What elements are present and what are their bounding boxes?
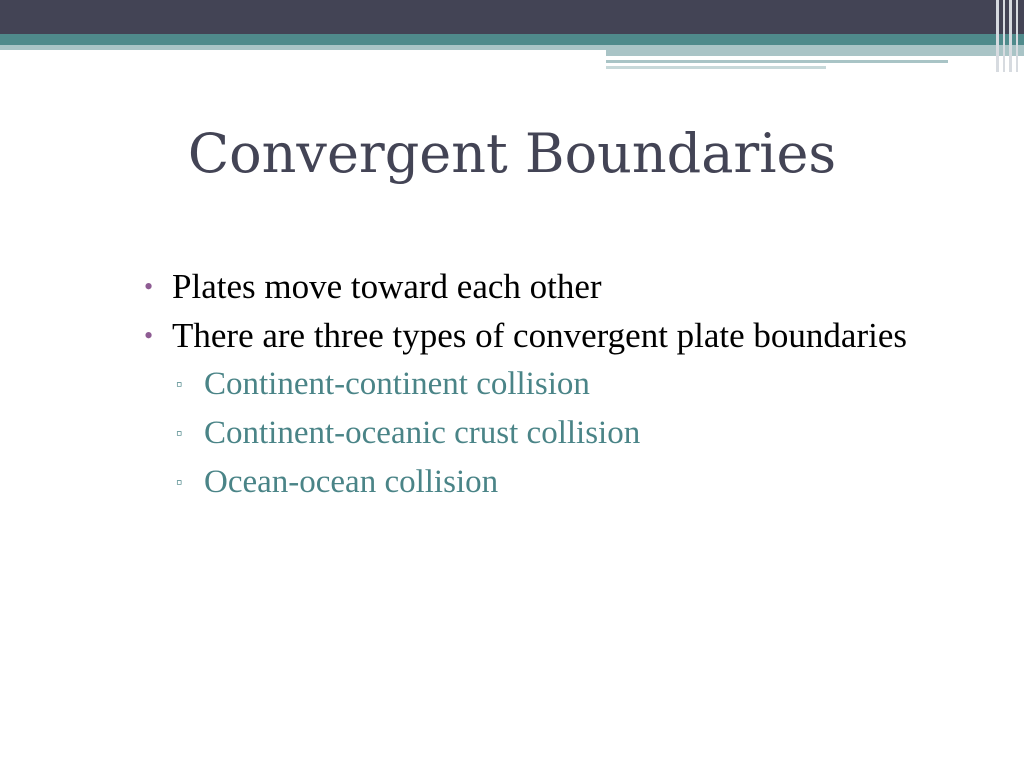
sub-bullet-marker-icon: ▫ bbox=[176, 472, 183, 492]
bullet-item bbox=[140, 311, 920, 507]
bullet-marker-icon: • bbox=[144, 321, 154, 350]
header-band-dark bbox=[0, 0, 1024, 34]
slide-content bbox=[140, 262, 920, 507]
sub-bullet-item bbox=[140, 409, 920, 458]
bullet-marker-icon: • bbox=[144, 272, 154, 301]
header-strip bbox=[606, 50, 1024, 56]
header-strip bbox=[606, 66, 826, 69]
sub-bullet-text: Continent-continent collision bbox=[204, 366, 590, 402]
bullet-text: Plates move toward each other bbox=[172, 267, 602, 306]
bullet-list bbox=[140, 262, 920, 507]
sub-bullet-item bbox=[140, 360, 920, 409]
sub-bullet-marker-icon: ▫ bbox=[176, 374, 183, 394]
bullet-item bbox=[140, 262, 920, 311]
header-band-teal bbox=[0, 34, 1024, 45]
sub-bullet-item bbox=[140, 458, 920, 507]
header-vertical-lines bbox=[992, 0, 1024, 72]
sub-bullet-text: Continent-oceanic crust collision bbox=[204, 415, 641, 451]
sub-bullet-list bbox=[140, 360, 920, 507]
slide-title: Convergent Boundaries bbox=[187, 122, 837, 185]
sub-bullet-text: Ocean-ocean collision bbox=[204, 464, 499, 500]
sub-bullet-marker-icon: ▫ bbox=[176, 423, 183, 443]
bullet-text: There are three types of convergent plate boundaries bbox=[172, 316, 907, 355]
header-strip bbox=[606, 60, 948, 63]
